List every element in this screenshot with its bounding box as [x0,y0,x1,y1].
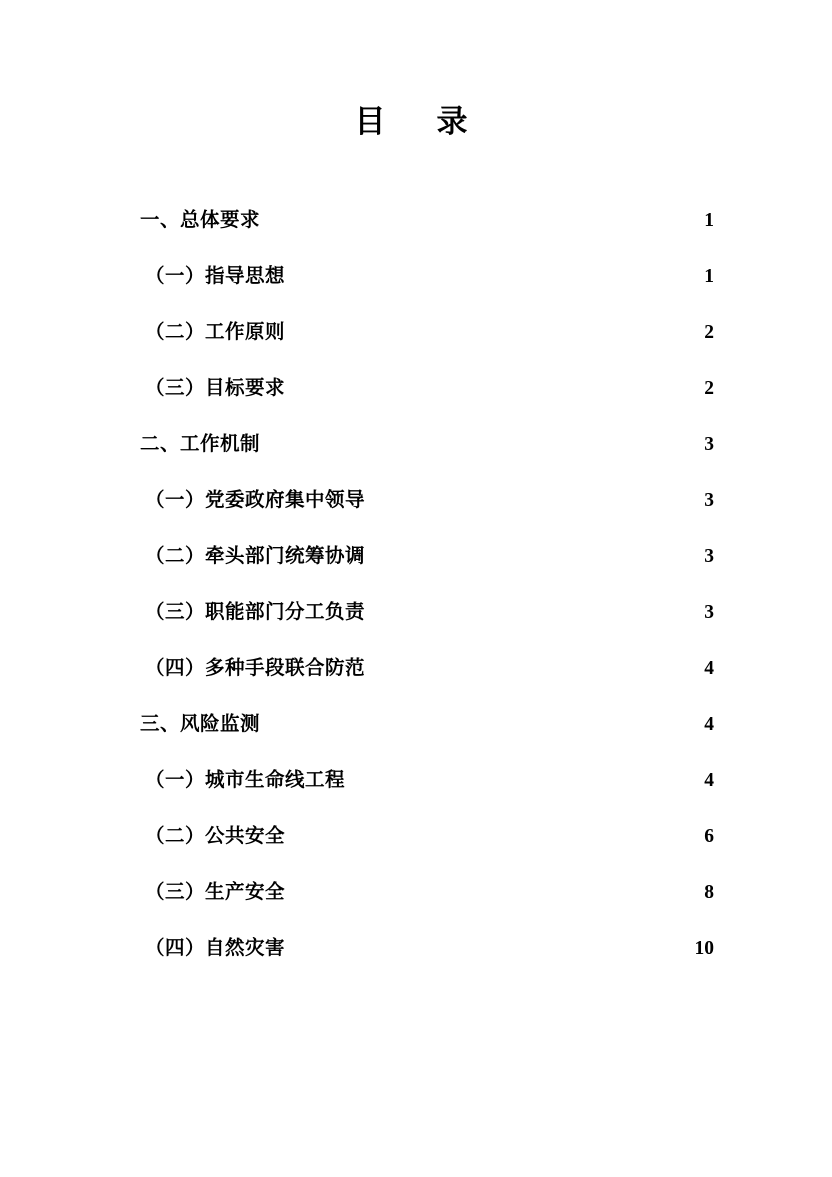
toc-entry-page: 6 [704,826,714,847]
toc-entry-page: 1 [704,266,714,287]
toc-entry[interactable] [0,529,832,585]
toc-entry-label: （二）牵头部门统筹协调 [145,546,366,567]
toc-entry-label: （二）工作原则 [145,322,286,343]
toc-entry[interactable] [0,193,832,249]
table-of-contents [0,193,832,977]
toc-entry-page: 2 [704,322,714,343]
toc-leader-dots [291,319,684,339]
toc-entry-label: （一）城市生命线工程 [145,770,346,791]
toc-entry-page: 4 [704,658,714,679]
page-title: 目 录 [354,104,478,139]
toc-leader-dots [291,935,684,955]
toc-entry[interactable] [0,697,832,753]
toc-entry-label: （三）目标要求 [145,378,286,399]
toc-leader-dots [291,823,684,843]
toc-entry[interactable] [0,585,832,641]
toc-entry-label: （三）生产安全 [145,882,286,903]
toc-entry[interactable] [0,641,832,697]
toc-leader-dots [266,711,684,731]
toc-leader-dots [266,431,684,451]
toc-entry[interactable] [0,305,832,361]
toc-entry-page: 3 [704,434,714,455]
toc-entry-label: （二）公共安全 [145,826,286,847]
toc-leader-dots [291,263,684,283]
toc-entry-page: 3 [704,490,714,511]
toc-entry-label: （一）指导思想 [145,266,286,287]
toc-leader-dots [291,879,684,899]
toc-leader-dots [371,655,684,675]
toc-entry[interactable] [0,417,832,473]
toc-entry-label: （四）自然灾害 [145,938,286,959]
toc-entry-page: 10 [694,938,714,959]
toc-entry[interactable] [0,921,832,977]
toc-entry-page: 3 [704,602,714,623]
toc-leader-dots [291,375,684,395]
toc-entry[interactable] [0,753,832,809]
toc-entry[interactable] [0,473,832,529]
toc-entry[interactable] [0,865,832,921]
toc-entry-page: 1 [704,210,714,231]
toc-entry-page: 4 [704,714,714,735]
toc-leader-dots [371,599,684,619]
toc-entry-label: 一、总体要求 [140,210,261,231]
toc-entry[interactable] [0,361,832,417]
toc-entry-page: 8 [704,882,714,903]
toc-leader-dots [266,207,684,227]
toc-entry-page: 2 [704,378,714,399]
toc-entry-label: （一）党委政府集中领导 [145,490,366,511]
toc-entry[interactable] [0,249,832,305]
toc-leader-dots [371,487,684,507]
toc-leader-dots [351,767,684,787]
toc-entry-page: 3 [704,546,714,567]
toc-entry-page: 4 [704,770,714,791]
toc-entry[interactable] [0,809,832,865]
toc-entry-label: （四）多种手段联合防范 [145,658,366,679]
toc-entry-label: 二、工作机制 [140,434,261,455]
toc-leader-dots [371,543,684,563]
toc-entry-label: 三、风险监测 [140,714,261,735]
toc-entry-label: （三）职能部门分工负责 [145,602,366,623]
